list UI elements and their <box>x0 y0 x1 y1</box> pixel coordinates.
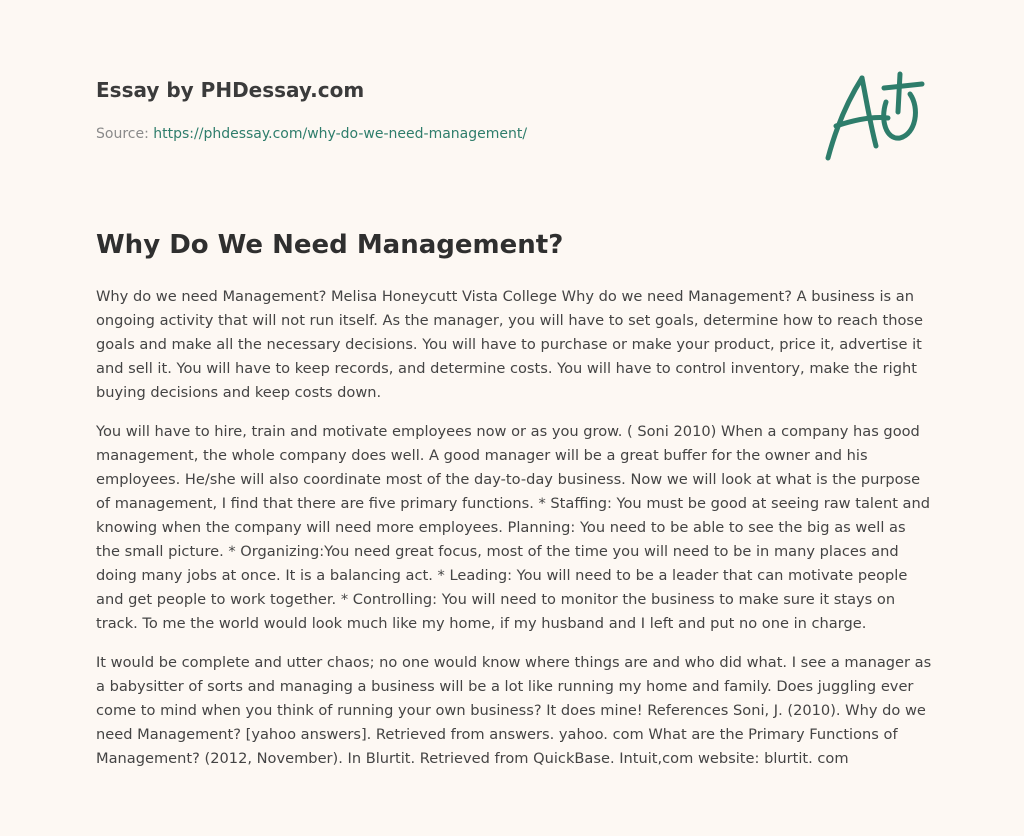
page-title: Why Do We Need Management? <box>96 230 564 260</box>
essay-paragraph: You will have to hire, train and motivate employees now or as you grow. ( Soni 2010) When a company has good management, the whole company does well. A good manager will be a great buffer for the owner and his employees. He/she will also coordinate most of the day-to-day business. Now we will look at what is the purpose of management, I find that there are five primary functions. * Staffing: You must be good at seeing raw talent and knowing when the company will need more employees. Planning: You need to be able to see the big as well as the small picture. * Organizing:You need great focus, most of the time you will need to be in many places and doing many jobs at once. It is a balancing act. * Leading: You will need to be a leader that can motivate people and get people to work together. * Controlling: You will need to monitor the business to make sure it stays on track. To me the world would look much like my home, if my husband and I left and put no one in charge. <box>96 423 931 632</box>
essay-body <box>96 285 932 786</box>
source-link[interactable]: https://phdessay.com/why-do-we-need-management/ <box>153 126 528 142</box>
page-header <box>96 76 796 144</box>
source-line <box>96 124 796 144</box>
essay-paragraph: It would be complete and utter chaos; no one would know where things are and who did what. I see a manager as a babysitter of sorts and managing a business will be a lot like running my home and family. Does juggling ever come to mind when you think of running your own business? It does mine! References Soni, J. (2010). Why do we need Management? [yahoo answers]. Retrieved from answers. yahoo. com What are the Primary Functions of Management? (2012, November). In Blurtit. Retrieved from QuickBase. Intuit,com website: blurtit. com <box>96 654 932 767</box>
source-label: Source: <box>96 126 149 142</box>
a-plus-logo-icon <box>820 68 930 168</box>
site-title: Essay by PHDessay.com <box>96 78 365 102</box>
essay-paragraph: Why do we need Management? Melisa Honeycutt Vista College Why do we need Management? A business is an ongoing activity that will not run itself. As the manager, you will have to set goals, determine how to reach those goals and make all the necessary decisions. You will have to purchase or make your product, price it, advertise it and sell it. You will have to keep records, and determine costs. You will have to control inventory, make the right buying decisions and keep costs down. <box>96 288 923 401</box>
